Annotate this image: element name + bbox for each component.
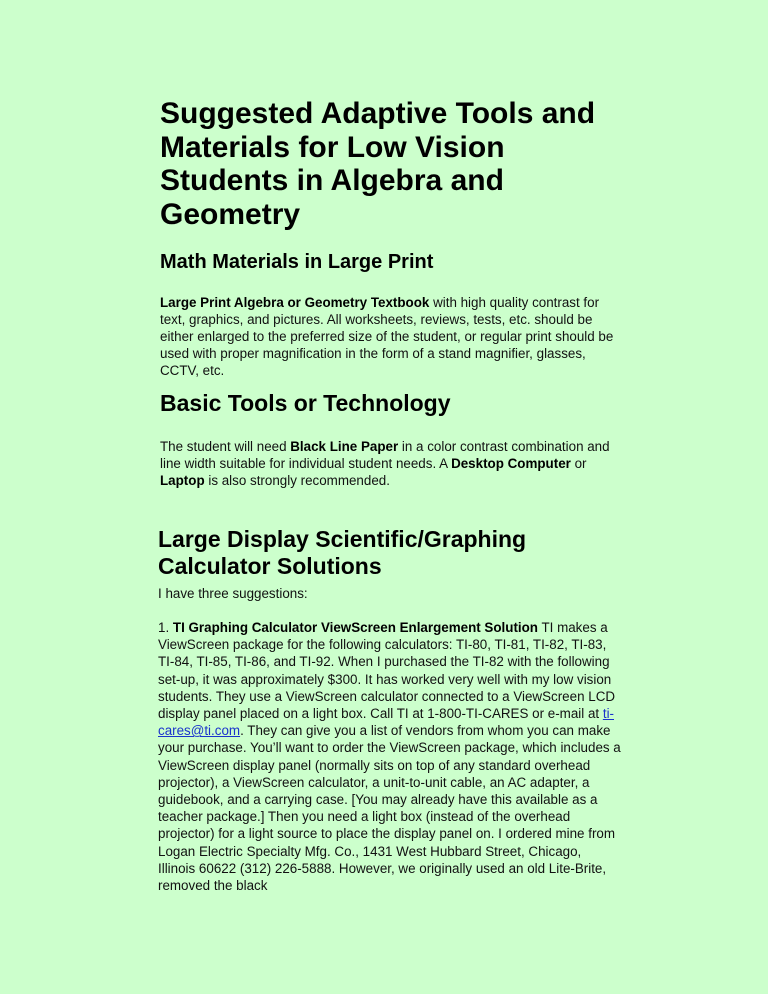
- text: is also strongly recommended.: [204, 473, 390, 488]
- text: TI makes a ViewScreen package for the following calculators: TI-80, TI-81, TI-82, TI-83, TI-84, TI-85, TI-86, and TI-92. When I purchased the TI-82 with the following set-up, it was approximately $300. It has worked very well with my low vision students. They use a ViewScreen calculator connected to a ViewScreen LCD display panel placed on a light box. Call TI at 1-800-TI-CARES or e-mail at: [158, 620, 616, 722]
- paragraph-basic-tools: [160, 438, 620, 489]
- page-title: Suggested Adaptive Tools and Materials for Low Vision Students in Algebra and Geometry: [160, 97, 596, 231]
- paragraph-intro: I have three suggestions:: [158, 586, 308, 601]
- text: in a color contrast combination and line width suitable for individual student needs. A: [160, 439, 610, 471]
- bold-black-line-paper: Black Line Paper: [290, 439, 399, 454]
- bold-viewscreen-title: TI Graphing Calculator ViewScreen Enlargement Solution: [172, 620, 538, 635]
- text: with high quality contrast for text, graphics, and pictures. All worksheets, reviews, tests, etc. should be either enlarged to the preferred size of the student, or regular print should be used with proper magnification in the form of a stand magnifier, glasses, CCTV, etc.: [160, 295, 614, 378]
- paragraph-suggestion-1: [158, 619, 622, 894]
- paragraph-math-materials: [160, 294, 620, 379]
- bold-desktop-computer: Desktop Computer: [451, 456, 571, 471]
- bold-laptop: Laptop: [160, 473, 205, 488]
- text: or: [570, 456, 587, 471]
- heading-calculator-solutions: Large Display Scientific/Graphing Calculator Solutions: [158, 526, 527, 579]
- text: . They can give you a list of vendors from whom you can make your purchase. You’ll want to order the ViewScreen package, which includes a ViewScreen display panel (normally sits on top of any standard overhead projector), a ViewScreen calculator, a unit-to-unit cable, an AC adapter, a guidebook, and a carrying case. [You may already have this available as a teacher package.] Then you need a light box (instead of the overhead projector) for a light source to place the display panel on. I ordered mine from Logan Electric Specialty Mfg. Co., 1431 West Hubbard Street, Chicago, Illinois 60622 (312) 226-5888. However, we originally used an old Lite-Brite, removed the black: [158, 723, 621, 894]
- text: The student will need: [160, 439, 291, 454]
- heading-basic-tools: Basic Tools or Technology: [160, 390, 451, 416]
- bold-textbook: Large Print Algebra or Geometry Textbook: [160, 295, 430, 310]
- heading-math-materials: Math Materials in Large Print: [160, 251, 434, 273]
- list-number: 1.: [158, 620, 173, 635]
- email-link[interactable]: ti-cares@ti.com: [158, 706, 614, 739]
